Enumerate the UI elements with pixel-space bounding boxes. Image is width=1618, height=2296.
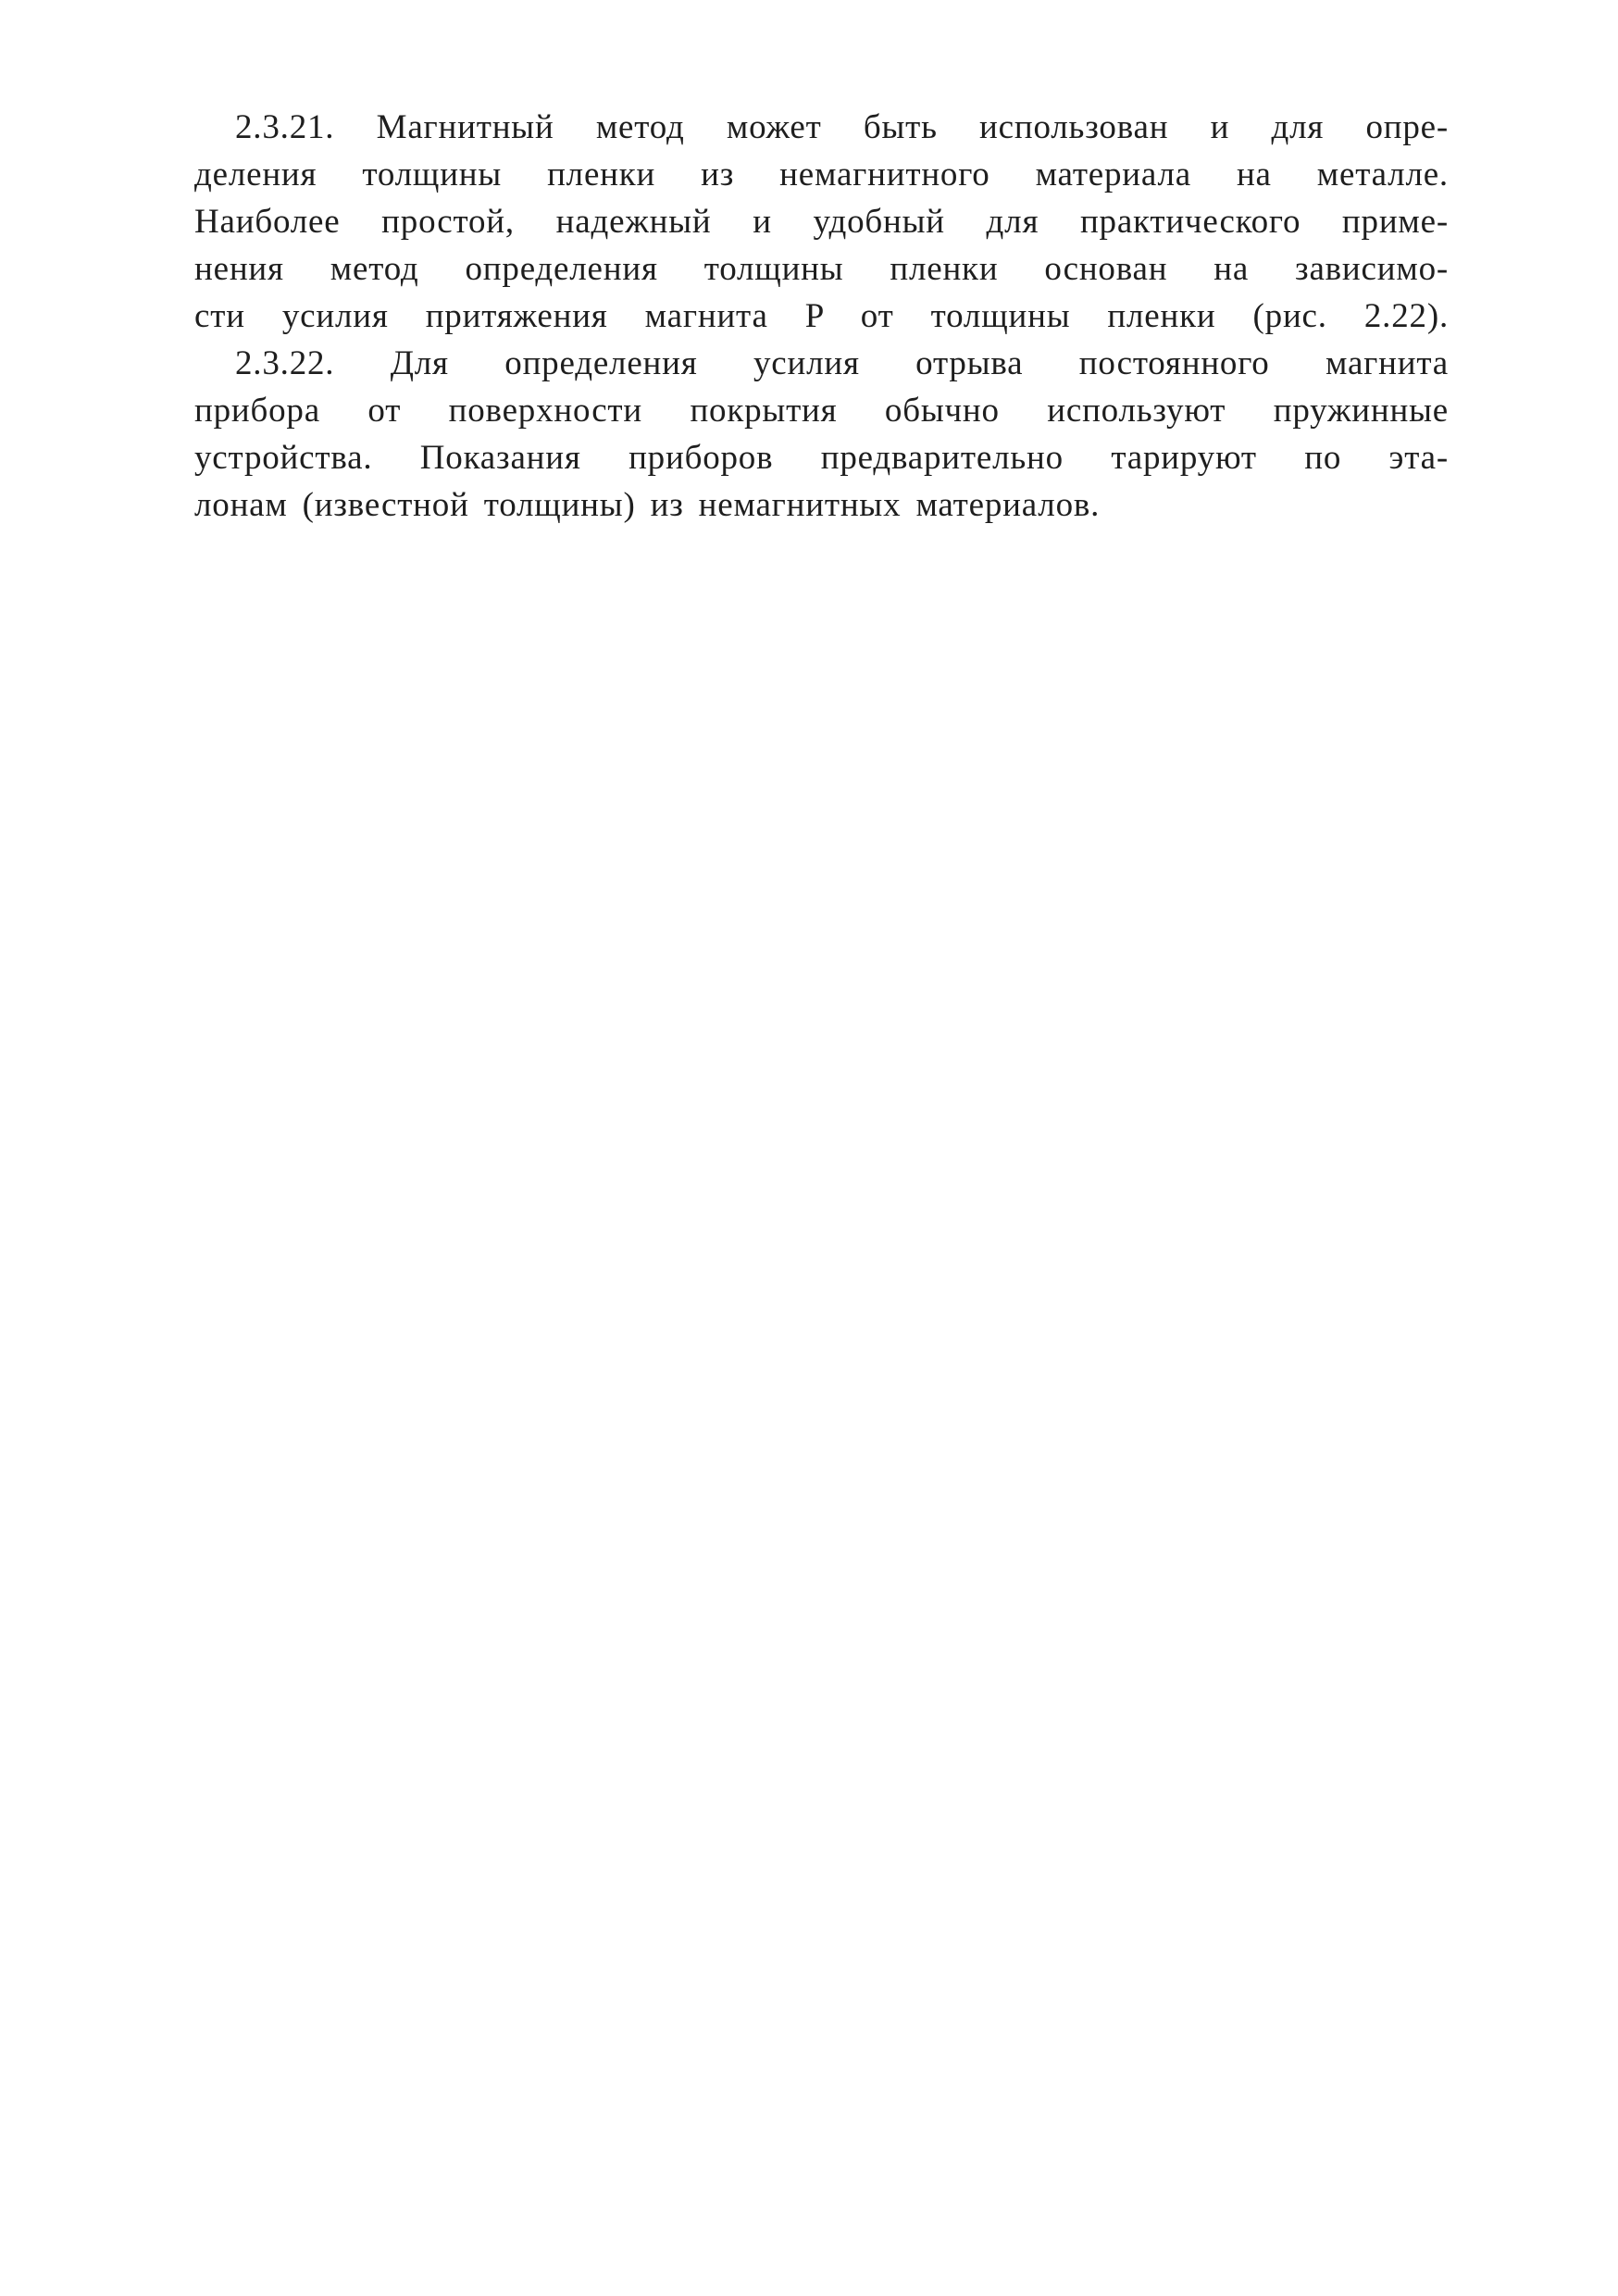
text-line: нения метод определения толщины пленки основан на зависимо- bbox=[194, 250, 1449, 288]
text-line: 2.3.22. Для определения усилия отрыва постоянного магнита bbox=[235, 344, 1449, 382]
text-line: сти усилия притяжения магнита P от толщины пленки (рис. 2.22). bbox=[194, 297, 1449, 335]
text-line: лонам (известной толщины) из немагнитных материалов. bbox=[194, 486, 1101, 524]
paragraph-2-3-21 bbox=[194, 104, 1449, 340]
text-line: устройства. Показания приборов предварительно тарируют по эта- bbox=[194, 439, 1449, 477]
text-line: 2.3.21. Магнитный метод может быть использован и для опре- bbox=[235, 108, 1449, 146]
paragraph-2-3-22 bbox=[194, 340, 1449, 529]
text-line: деления толщины пленки из немагнитного материала на металле. bbox=[194, 156, 1449, 193]
body-text bbox=[194, 104, 1449, 529]
text-line: прибора от поверхности покрытия обычно используют пружинные bbox=[194, 392, 1449, 430]
text-line: Наиболее простой, надежный и удобный для практического приме- bbox=[194, 203, 1449, 241]
